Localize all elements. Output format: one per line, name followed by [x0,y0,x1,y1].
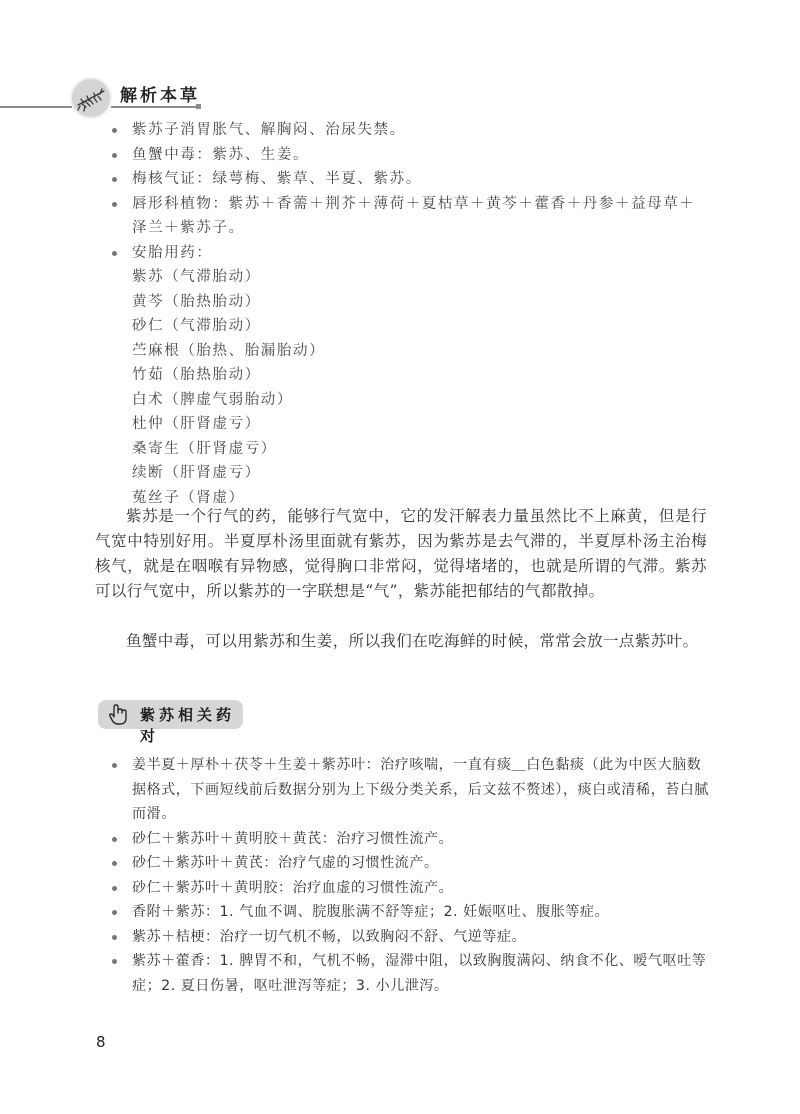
list-item: 姜半夏＋厚朴＋茯苓＋生姜＋紫苏叶：治疗咳喘，一直有痰＿白色黏痰（此为中医大脑数据格式，下画短线前后数据分别为上下级分类关系，后文兹不赘述），痰白或清稀，苔白腻而滑。 [110,753,710,827]
sublist-item: 紫苏（气滞胎动） [132,269,261,285]
sublist-item: 白术（脾虚气弱胎动） [132,391,293,408]
sublist-item: 竹茹（胎热胎动） [132,367,261,383]
list-item: 砂仁＋紫苏叶＋黄明胶＋黄芪：治疗习惯性流产。 [110,827,710,852]
list-item: 紫苏＋藿香：1. 脾胃不和，气机不畅，湿滞中阻，以致胸腹满闷、纳食不化、嗳气呕吐等症；2. 夏日伤暑，呕吐泄泻等症；3. 小儿泄泻。 [110,949,710,998]
list-item: 砂仁＋紫苏叶＋黄芪：治疗气虚的习惯性流产。 [110,851,710,876]
list-item: 鱼蟹中毒：紫苏、生姜。 [110,143,710,168]
sublist-item: 桑寄生（肝肾虚亏） [132,440,277,457]
pointing-hand-icon [108,704,130,726]
sublist-item: 菟丝子（肾虚） [132,489,245,506]
list-item: 紫苏＋桔梗：治疗一切气机不畅，以致胸闷不舒、气逆等症。 [110,925,710,950]
sublist-item: 续断（肝肾虚亏） [132,465,261,481]
header-rule-left [0,106,72,108]
anti-abortion-label: 安胎用药： [132,244,213,261]
herb-notes-list [110,118,710,510]
header-rule-right [111,106,198,108]
header-emblem [70,77,112,119]
herb-pairs-list [110,753,710,998]
section-heading-badge [98,700,243,745]
sublist-item: 杜仲（肝肾虚亏） [132,416,261,432]
body-paragraph: 鱼蟹中毒，可以用紫苏和生姜，所以我们在吃海鲜的时候，常常会放一点紫苏叶。 [126,632,699,650]
herb-root-icon [76,85,108,113]
sublist-item: 苎麻根（胎热、胎漏胎动） [132,342,326,359]
book-title: 解析本草 [120,86,200,106]
running-header [0,55,210,115]
list-item: 香附＋紫苏：1. 气血不调、脘腹胀满不舒等症；2. 妊娠呕吐、腹胀等症。 [110,900,710,925]
sublist-item: 黄芩（胎热胎动） [132,293,261,310]
list-item: 梅核气证：绿萼梅、紫草、半夏、紫苏。 [110,167,710,192]
section-title: 紫苏相关药对 [140,706,236,745]
list-item: 砂仁＋紫苏叶＋黄明胶：治疗血虚的习惯性流产。 [110,876,710,901]
page-number: 8 [96,1033,106,1051]
anti-abortion-sublist [132,265,710,510]
list-item-anti-abortion [110,241,710,511]
list-item: 紫苏子消胃胀气、解胸闷、治尿失禁。 [110,118,710,143]
sublist-item: 砂仁（气滞胎动） [132,318,261,334]
list-item: 唇形科植物：紫苏＋香薷＋荆芥＋薄荷＋夏枯草＋黄芩＋藿香＋丹参＋益母草＋泽兰＋紫苏子。 [110,192,710,241]
body-paragraph: 紫苏是一个行气的药，能够行气宽中，它的发汗解表力量虽然比不上麻黄，但是行气宽中特别好用。半夏厚朴汤里面就有紫苏，因为紫苏是去气滞的，半夏厚朴汤主治梅核气，就是在咽喉有异物感，觉得胸口非常闷，觉得堵堵的，也就是所谓的气滞。紫苏可以行气宽中，所以紫苏的一字联想是“气”，紫苏能把郁结的气都散掉。 [95,507,707,600]
